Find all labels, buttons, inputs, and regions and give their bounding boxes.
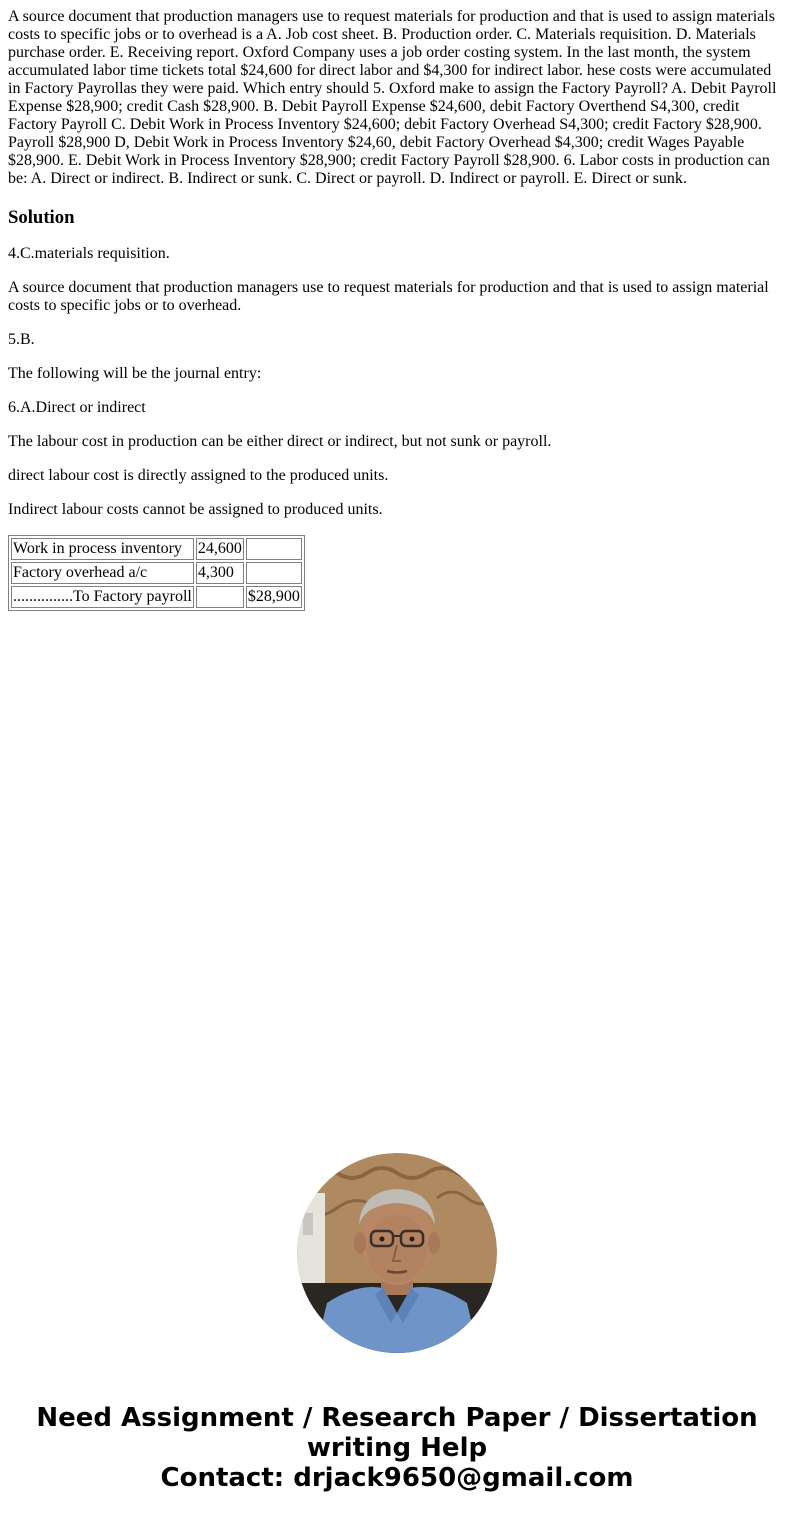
journal-entry-table: [8, 535, 305, 611]
solution-heading: Solution: [8, 207, 75, 228]
table-row: [11, 586, 302, 608]
answer-6-explanation: The labour cost in production can be either direct or indirect, but not sunk or payroll.: [8, 433, 552, 450]
journal-account: Factory overhead a/c: [11, 562, 194, 584]
footer-line-1: Need Assignment / Research Paper / Dissertation: [36, 1403, 758, 1433]
answer-5: 5.B.: [8, 331, 35, 348]
answer-5-explanation: The following will be the journal entry:: [8, 365, 262, 382]
answer-4-explanation: A source document that production managers use to request materials for production and that is used to assign material costs to specific jobs or to overhead.: [8, 279, 769, 314]
journal-debit: 24,600: [196, 538, 244, 560]
footer-contact: [0, 1403, 794, 1493]
journal-account: ...............To Factory payroll: [11, 586, 194, 608]
footer-line-2: writing Help: [306, 1433, 488, 1463]
journal-credit: $28,900: [246, 586, 302, 608]
document-body: [8, 8, 786, 611]
journal-credit: [246, 562, 302, 584]
answer-6: 6.A.Direct or indirect: [8, 399, 146, 416]
table-row: [11, 538, 302, 560]
indirect-labour-note: Indirect labour costs cannot be assigned to produced units.: [8, 501, 383, 518]
journal-account: Work in process inventory: [11, 538, 194, 560]
direct-labour-note: direct labour cost is directly assigned to the produced units.: [8, 467, 389, 484]
journal-debit: [196, 586, 244, 608]
author-photo: [297, 1153, 497, 1353]
answer-4: 4.C.materials requisition.: [8, 245, 170, 262]
journal-debit: 4,300: [196, 562, 244, 584]
table-row: [11, 562, 302, 584]
footer-line-3: Contact: drjack9650@gmail.com: [160, 1463, 634, 1493]
question-text: A source document that production managers use to request materials for production and that is used to assign materials costs to specific jobs or to overhead is a A. Job cost sheet. B. Production order. C. Materials requisition. D. Materials purchase order. E. Receiving report. Oxford Company uses a job order costing system. In the last month, the system accumulated labor time tickets total $24,600 for direct labor and $4,300 for indirect labor. hese costs were accumulated in Factory Payrollas they were paid. Which entry should 5. Oxford make to assign the Factory Payroll? A. Debit Payroll Expense $28,900; credit Cash $28,900. B. Debit Payroll Expense $24,600, debit Factory Overthend S4,300, credit Factory Payroll C. Debit Work in Process Inventory $24,600; debit Factory Overhead S4,300; credit Factory $28,900. Payroll $28,900 D, Debit Work in Process Inventory $24,60, debit Factory Overhead $4,300; credit Wages Payable $28,900. E. Debit Work in Process Inventory $28,900; credit Factory Payroll $28,900. 6. Labor costs in production can be: A. Direct or indirect. B. Indirect or sunk. C. Direct or payroll. D. Indirect or payroll. E. Direct or sunk.: [8, 8, 777, 187]
journal-credit: [246, 538, 302, 560]
